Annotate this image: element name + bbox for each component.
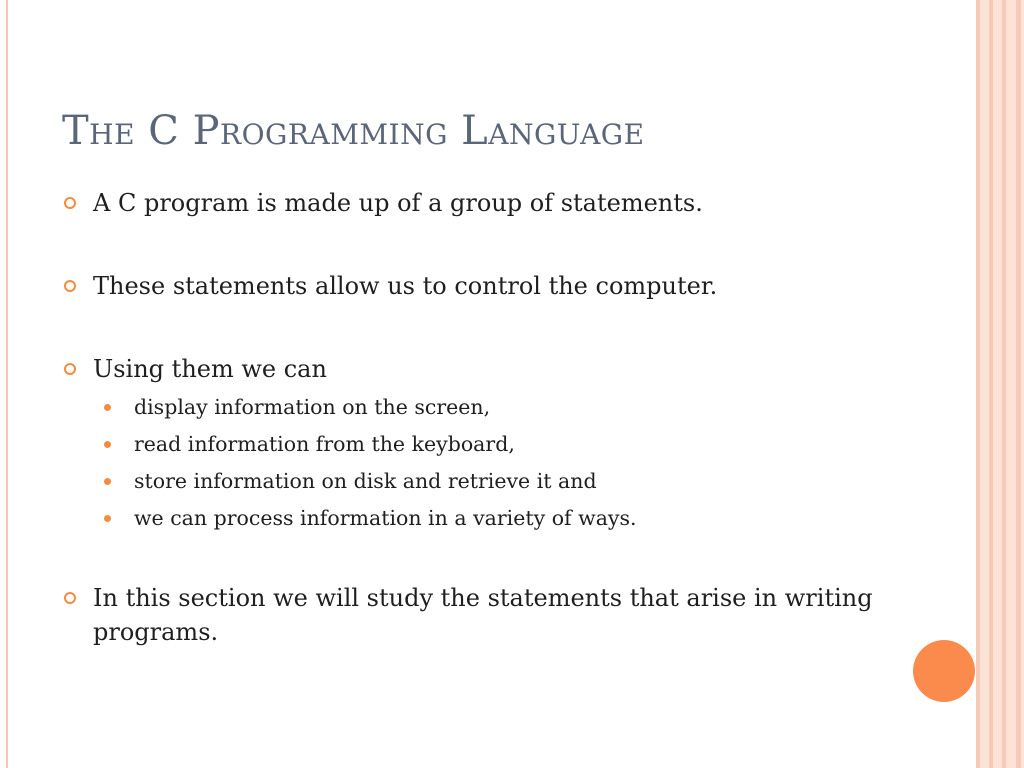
dot-bullet-icon [104,441,111,448]
bullet-item [62,352,892,386]
stripe [1006,0,1016,768]
dot-bullet-icon [104,478,111,485]
sub-bullet-text: we can process information in a variety of ways. [134,506,637,530]
stripe [993,0,1002,768]
slide-body [62,186,892,649]
orange-circle-decoration [913,640,975,702]
bullet-text: Using them we can [93,355,327,383]
sub-bullet-item [62,463,892,500]
sub-bullet-text: display information on the screen, [134,395,491,419]
dot-bullet-icon [104,515,111,522]
left-border-rule [6,0,8,768]
sub-bullet-item [62,426,892,463]
right-decorative-stripes [976,0,1024,768]
bullet-item [62,269,892,303]
bullet-text: A C program is made up of a group of statements. [93,189,703,217]
sub-bullet-text: read information from the keyboard, [134,432,515,456]
sub-bullet-item [62,500,892,537]
bullet-text: These statements allow us to control the computer. [93,272,718,300]
ring-bullet-icon [64,592,76,604]
slide-title: The C Programming Language [62,108,645,154]
stripe [980,0,989,768]
bullet-text: In this section we will study the statements that arise in writing programs. [93,584,873,646]
sub-bullet-text: store information on disk and retrieve it and [134,469,597,493]
bullet-item [62,186,892,220]
bullet-item [62,581,892,649]
sub-bullet-item [62,389,892,426]
ring-bullet-icon [64,363,76,375]
ring-bullet-icon [64,197,76,209]
dot-bullet-icon [104,404,111,411]
ring-bullet-icon [64,280,76,292]
